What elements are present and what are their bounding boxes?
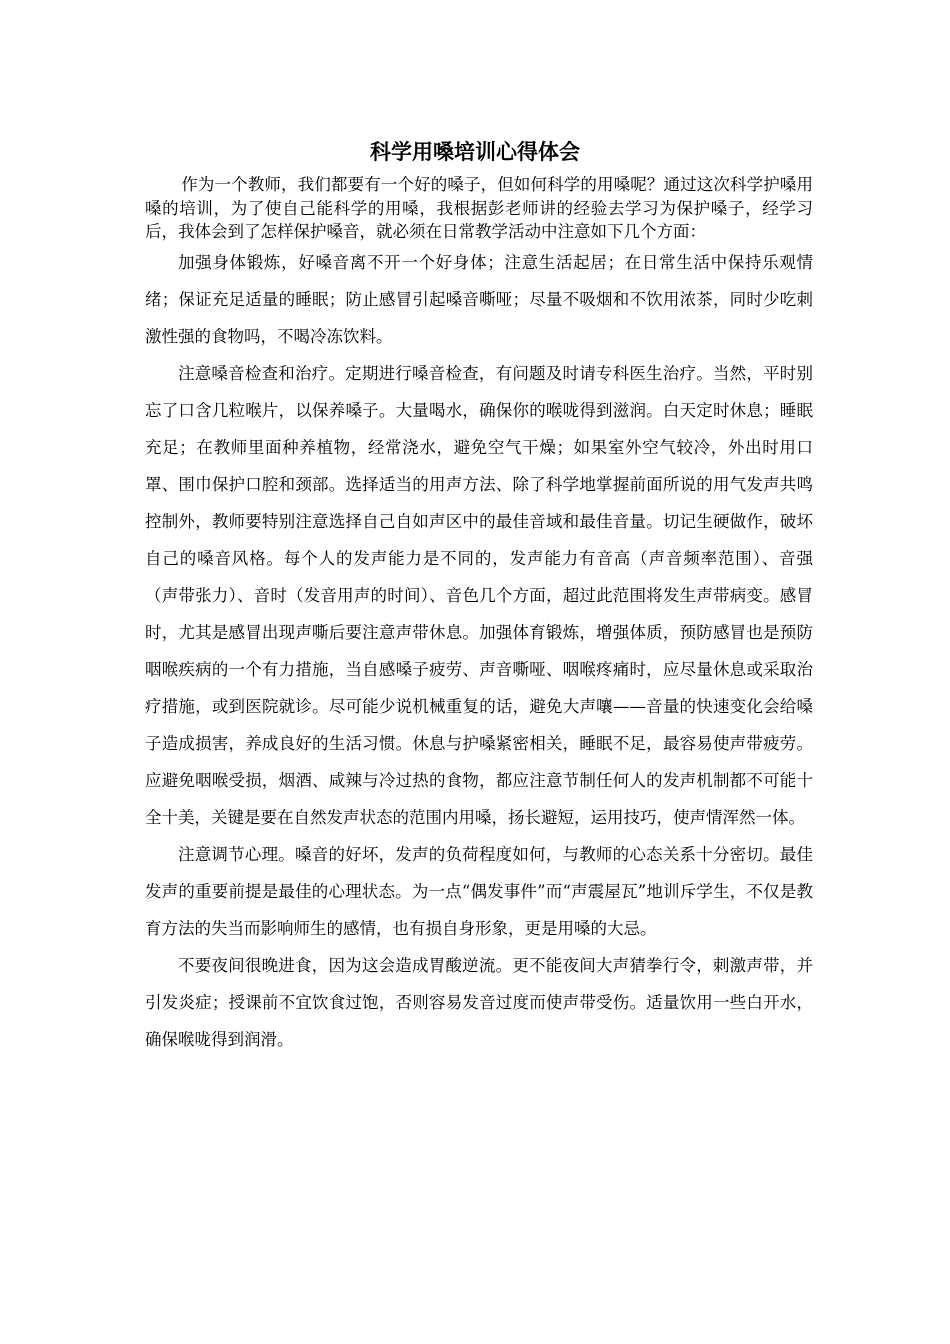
paragraph-intro: 作为一个教师，我们都要有一个好的嗓子，但如何科学的用嗓呢？通过这次科学护嗓用嗓的培训，为了使自己能科学的用嗓，我根据彭老师讲的经验去学习为保护嗓子，经学习后，我体会到了怎样保护嗓音，就必须在日常教学活动中注意如下几个方面： (145, 175, 813, 241)
paragraph-eating-habits: 不要夜间很晚进食，因为这会造成胃酸逆流。更不能夜间大声猜拳行令，刺激声带，并引发炎症；授课前不宜饮食过饱，否则容易发音过度而使声带受伤。适量饮用一些白开水，确保喉咙得到润滑。 (145, 955, 813, 1049)
paragraph-exercise: 加强身体锻炼，好嗓音离不开一个好身体；注意生活起居；在日常生活中保持乐观情绪；保证充足适量的睡眠；防止感冒引起嗓音嘶哑；尽量不吸烟和不饮用浓茶，同时少吃刺激性强的食物吗，不喝冷冻饮料。 (145, 252, 813, 346)
document-body (145, 173, 813, 1058)
paragraph-mental-adjustment: 注意调节心理。嗓音的好坏，发声的负荷程度如何，与教师的心态关系十分密切。最佳发声的重要前提是最佳的心理状态。为一点“偶发事件”而“声震屋瓦”地训斥学生，不仅是教育方法的失当而影响师生的感情，也有损自身形象，更是用嗓的大忌。 (145, 844, 813, 938)
document-title: 科学用嗓培训心得体会 (370, 140, 580, 165)
paragraph-check-and-treatment: 注意嗓音检查和治疗。定期进行嗓音检查，有问题及时请专科医生治疗。当然，平时别忘了口含几粒喉片，以保养嗓子。大量喝水，确保你的喉咙得到滋润。白天定时休息；睡眠充足；在教师里面种养植物，经常浇水，避免空气干燥；如果室外空气较冷，外出时用口罩、围巾保护口腔和颈部。选择适当的用声方法、除了科学地掌握前面所说的用气发声共鸣控制外，教师要特别注意选择自己自如声区中的最佳音域和最佳音量。切记生硬做作，破坏自己的嗓音风格。每个人的发声能力是不同的，发声能力有音高（声音频率范围）、音强（声带张力）、音时（发音用声的时间）、音色几个方面，超过此范围将发生声带病变。感冒时，尤其是感冒出现声嘶后要注意声带休息。加强体育锻炼，增强体质，预防感冒也是预防咽喉疾病的一个有力措施，当自感嗓子疲劳、声音嘶哑、咽喉疼痛时，应尽量休息或采取治疗措施，或到医院就诊。尽可能少说机械重复的话，避免大声嚷——音量的快速变化会给嗓子造成损害，养成良好的生活习惯。休息与护嗓紧密相关，睡眠不足，最容易使声带疲劳。应避免咽喉受损，烟酒、咸辣与冷过热的食物，都应注意节制任何人的发声机制都不可能十全十美，关键是要在自然发声状态的范围内用嗓，扬长避短，运用技巧，使声情浑然一体。 (145, 363, 813, 827)
